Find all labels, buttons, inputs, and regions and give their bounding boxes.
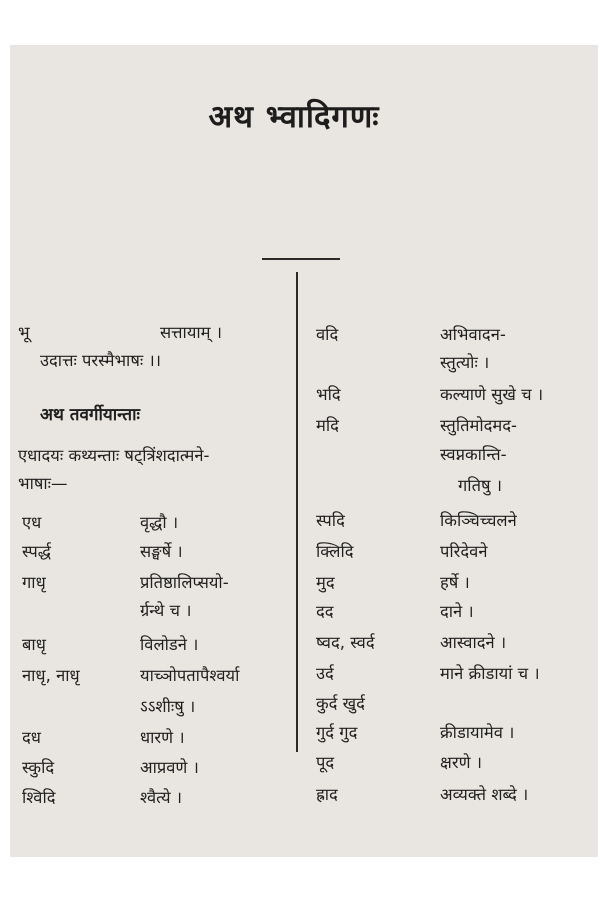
right-root: मुद [316, 573, 335, 592]
udatta-note: उदात्तः परस्मैभाषः ।। [40, 351, 161, 370]
left-meaning: सङ्घर्षे । [140, 542, 183, 561]
right-root: उर्द [316, 664, 334, 683]
left-meaning: श्वैत्ये । [140, 788, 183, 807]
left-meaning: ऽऽशीःषु । [140, 697, 196, 716]
left-meaning: र्ग्रन्थे च । [140, 601, 192, 620]
left-root: श्विदि [22, 788, 56, 807]
intro-line-2: भाषाः— [18, 474, 68, 493]
right-meaning: हर्षे । [440, 573, 470, 592]
left-meaning: विलोडने । [140, 635, 199, 654]
right-meaning: दाने । [440, 602, 474, 621]
left-root: दध [22, 728, 41, 747]
left-meaning: प्रतिष्ठालिप्सयो- [140, 573, 229, 592]
right-meaning: क्षरणे । [440, 753, 483, 772]
page-title: अथ भ्वादिगणः [208, 99, 380, 135]
section-heading: अथ तवर्गीयान्ताः [40, 405, 140, 425]
left-meaning: वृद्धौ । [140, 513, 179, 532]
right-meaning: किञ्चिच्चलने [440, 511, 517, 530]
bhu-root: भू [18, 323, 30, 342]
title-rule [262, 258, 340, 260]
right-root: मदि [316, 416, 339, 435]
left-root: बाधृ [22, 635, 46, 654]
right-root: वदि [316, 325, 339, 344]
intro-line-1: एधादयः कथ्यन्ताः षट्त्रिंशदात्मने- [18, 446, 210, 465]
right-meaning: स्तुतिमोदमद- [440, 416, 517, 435]
left-root: स्कुदि [22, 758, 55, 777]
left-root: एध [22, 513, 42, 532]
right-meaning: परिदेवने [440, 542, 488, 561]
right-root: भदि [316, 385, 341, 404]
right-meaning: गतिषु । [458, 476, 503, 495]
right-root: ह्राद [316, 785, 338, 804]
right-meaning: अभिवादन- [440, 325, 506, 344]
right-meaning: क्रीडायामेव । [440, 723, 515, 742]
right-root: क्लिदि [316, 542, 354, 561]
left-root: स्पर्द्ध [22, 542, 51, 561]
right-root: ष्वद, स्वर्द [316, 633, 375, 652]
left-meaning: आप्रवणे । [140, 758, 199, 777]
right-meaning: अव्यक्ते शब्दे । [440, 785, 529, 804]
left-root: गाधृ [22, 573, 46, 592]
right-meaning: आस्वादने । [440, 633, 507, 652]
left-root: नाधृ, नाधृ [22, 666, 80, 685]
right-meaning: स्वप्नकान्ति- [440, 445, 507, 464]
right-root: दद [316, 602, 334, 621]
right-root: स्पदि [316, 511, 345, 530]
left-meaning: धारणे । [140, 728, 185, 747]
right-root: कुर्द खुर्द [316, 694, 365, 713]
left-meaning: याच्ञोपतापैश्वर्या [140, 666, 240, 685]
right-root: गुर्द गुद [316, 723, 358, 742]
right-root: पूद [316, 753, 335, 772]
right-meaning: स्तुत्योः । [440, 353, 490, 372]
column-divider [296, 272, 298, 752]
right-meaning: माने क्रीडायां च । [440, 664, 540, 683]
bhu-meaning: सत्तायाम् । [160, 323, 223, 342]
right-meaning: कल्याणे सुखे च । [440, 385, 544, 404]
